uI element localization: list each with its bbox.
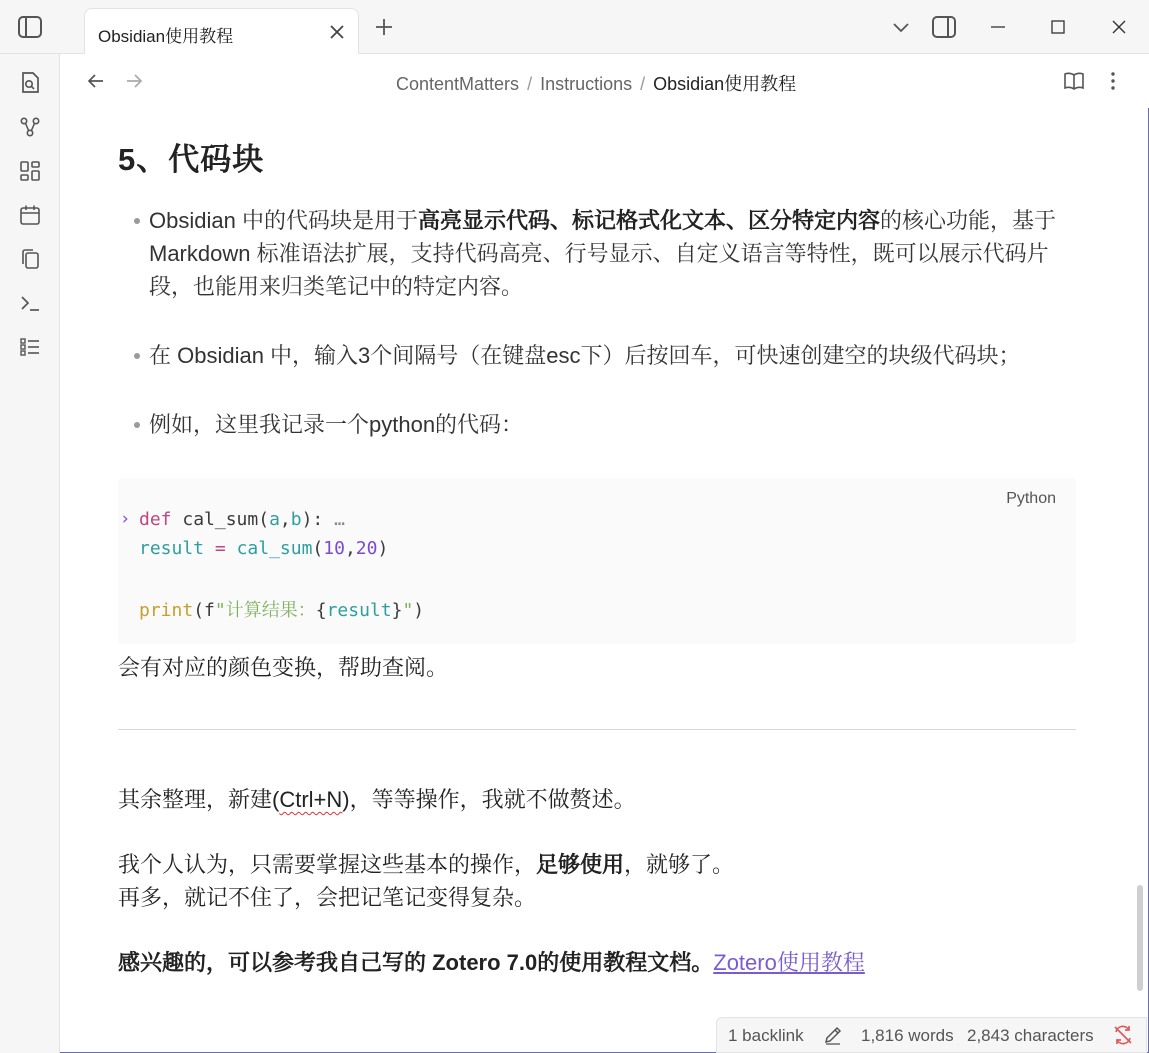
close-icon[interactable]	[328, 23, 346, 41]
tab-active[interactable]	[84, 8, 359, 55]
list-icon[interactable]	[17, 334, 43, 360]
bullet1-line2: Markdown 标准语法扩展，支持代码高亮、行号显示、自定义语言等特性，既可以展示代码片	[149, 241, 1049, 266]
bullet1-text-pre: Obsidian 中的代码块是用于	[149, 208, 418, 233]
code-language-label: Python	[1006, 490, 1056, 507]
code-line-2: result = cal_sum(10,20)	[139, 538, 389, 559]
left-ribbon	[0, 54, 60, 1053]
breadcrumb-separator: /	[640, 74, 646, 94]
search-file-icon[interactable]	[17, 70, 43, 96]
terminal-icon[interactable]	[17, 290, 43, 316]
bullet-dot	[134, 422, 140, 428]
horizontal-rule	[118, 729, 1076, 730]
bullet1-bold: 高亮显示代码、标记格式化文本、区分特定内容	[417, 208, 880, 233]
sync-error-icon[interactable]	[1112, 1025, 1134, 1050]
back-arrow-icon[interactable]	[85, 70, 107, 92]
section-heading: 5、代码块	[118, 142, 265, 177]
code-line-1: def cal_sum(a,b): …	[139, 509, 345, 530]
backlink-count[interactable]: 1 backlink	[728, 1026, 804, 1045]
sidebar-toggle-icon[interactable]	[18, 16, 42, 38]
paragraph-after-code: 会有对应的颜色变换，帮助查阅。	[118, 655, 449, 680]
breadcrumb-current[interactable]: Obsidian使用教程	[653, 74, 797, 94]
copy-icon[interactable]	[17, 246, 43, 272]
calendar-icon[interactable]	[17, 202, 43, 228]
bullet1-text-post: 的核心功能，基于	[879, 208, 1056, 233]
view-header	[61, 54, 1149, 108]
window-close-icon[interactable]	[1106, 14, 1132, 40]
bullet1-line3: 段，也能用来归类笔记中的特定内容。	[149, 274, 524, 299]
graph-icon[interactable]	[17, 114, 43, 140]
breadcrumb-separator: /	[527, 74, 533, 94]
paragraph-opinion-2: 再多，就记不住了，会把记笔记变得复杂。	[118, 885, 537, 910]
new-tab-plus-icon[interactable]	[374, 17, 394, 37]
title-bar	[0, 0, 1149, 54]
dashboard-icon[interactable]	[17, 158, 43, 184]
edit-pencil-icon[interactable]	[823, 1025, 843, 1050]
scrollbar-thumb[interactable]	[1137, 885, 1143, 991]
breadcrumb	[396, 70, 796, 96]
bullet-dot	[134, 218, 140, 224]
bold-reference-text: 感兴趣的，可以参考我自己写的 Zotero 7.0的使用教程文档。	[118, 950, 714, 975]
bullet3-text: 例如，这里我记录一个python的代码：	[149, 412, 524, 437]
paragraph-opinion: 我个人认为，只需要掌握这些基本的操作，足够使用，就够了。	[118, 852, 735, 877]
character-count: 2,843 characters	[967, 1026, 1094, 1045]
right-sidebar-toggle-icon[interactable]	[931, 14, 957, 40]
chevron-down-icon[interactable]	[888, 14, 914, 40]
bullet-dot	[134, 353, 140, 359]
paragraph-shortcuts: 其余整理，新建(Ctrl+N)，等等操作，我就不做赘述。	[118, 787, 636, 812]
spellcheck-word: Ctrl+N	[279, 787, 343, 812]
tab-title: Obsidian使用教程	[98, 27, 234, 46]
code-block[interactable]	[118, 478, 1076, 644]
status-bar	[716, 1017, 1147, 1053]
minimize-icon[interactable]	[985, 14, 1011, 40]
code-line-3: print(f"计算结果：{result}")	[139, 600, 425, 621]
fold-chevron-icon[interactable]: ›	[120, 509, 131, 529]
breadcrumb-folder[interactable]: Instructions	[540, 74, 633, 94]
paragraph-reference	[118, 946, 865, 977]
bullet2-text: 在 Obsidian 中，输入3个间隔号（在键盘esc下）后按回车，可快速创建空的块级代码块；	[149, 343, 1021, 368]
reading-view-book-icon[interactable]	[1063, 70, 1085, 92]
forward-arrow-icon[interactable]	[123, 70, 145, 92]
word-count: 1,816 words	[861, 1026, 954, 1045]
maximize-icon[interactable]	[1045, 14, 1071, 40]
zotero-tutorial-link[interactable]: Zotero使用教程	[713, 950, 865, 975]
breadcrumb-root[interactable]: ContentMatters	[396, 74, 520, 94]
bold-text: 足够使用	[536, 852, 625, 877]
more-options-icon[interactable]	[1102, 70, 1124, 92]
